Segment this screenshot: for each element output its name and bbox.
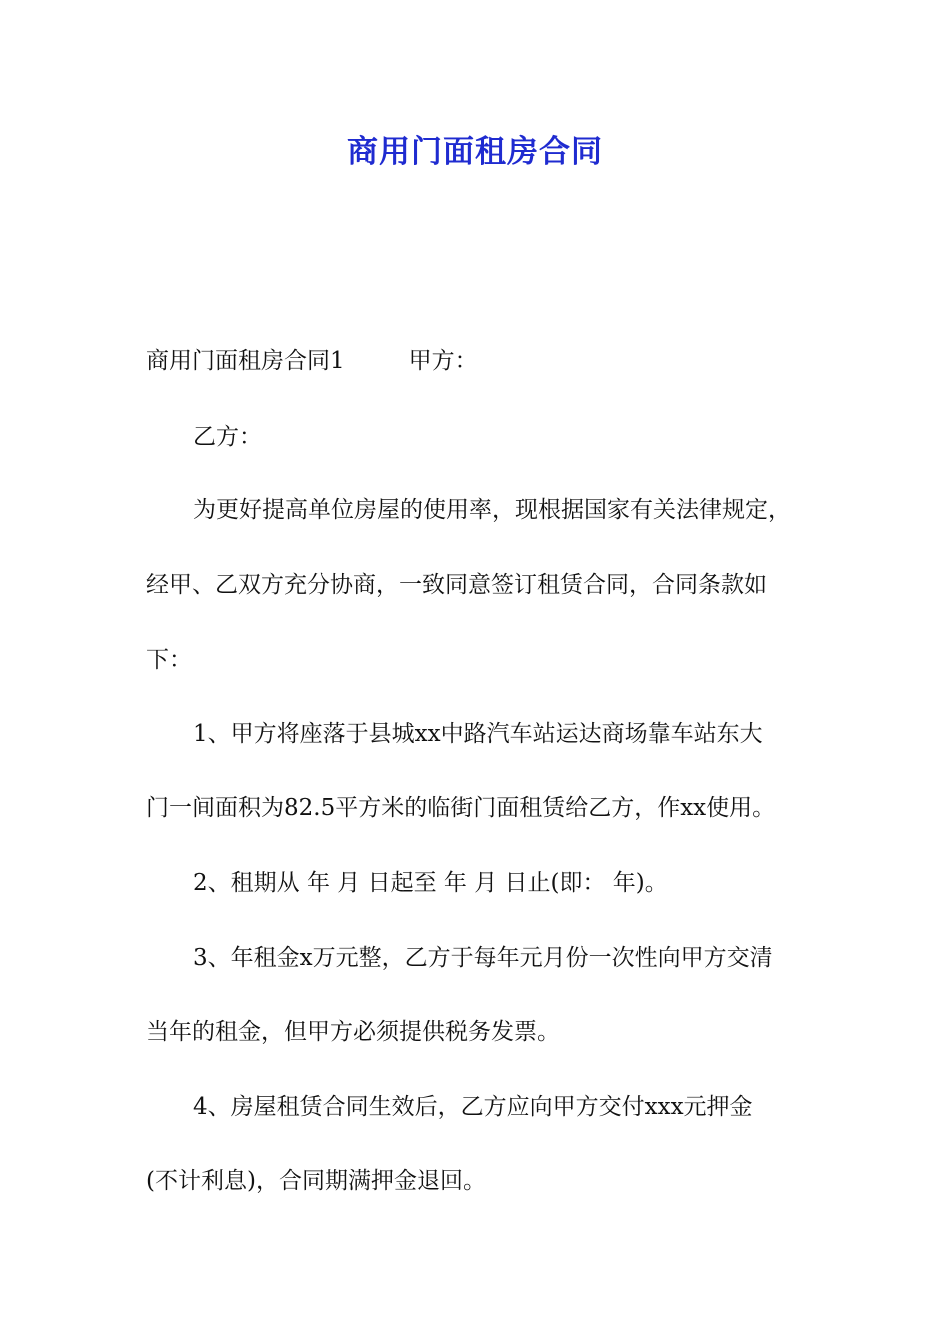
intro-line-2: 经甲、乙双方充分协商，一致同意签订租赁合同，合同条款如 <box>146 572 767 598</box>
contract-header-line <box>146 343 836 379</box>
document-title: 商用门面租房合同 <box>347 134 603 170</box>
clause-4-line-2: (不计利息)，合同期满押金退回。 <box>146 1168 486 1194</box>
party-a-label: 甲方： <box>408 348 478 374</box>
intro-line-3: 下： <box>146 647 192 673</box>
clause-3-line-1: 3、年租金x万元整，乙方于每年元月份一次性向甲方交清 <box>193 945 773 971</box>
clause-2-line-1: 2、租期从 年 月 日起至 年 月 日止(即： 年)。 <box>193 870 668 896</box>
party-b-label: 乙方： <box>193 424 262 450</box>
clause-3-line-2: 当年的租金，但甲方必须提供税务发票。 <box>146 1019 560 1045</box>
clause-4-line-1: 4、房屋租赁合同生效后，乙方应向甲方交付xxx元押金 <box>193 1094 753 1120</box>
clause-1-line-2: 门一间面积为82.5平方米的临街门面租赁给乙方，作xx使用。 <box>146 795 776 821</box>
intro-line-1: 为更好提高单位房屋的使用率，现根据国家有关法律规定， <box>193 497 791 523</box>
clause-1-line-1: 1、甲方将座落于县城xx中路汽车站运达商场靠车站东大 <box>193 721 763 747</box>
section-heading: 商用门面租房合同1 <box>146 348 345 374</box>
